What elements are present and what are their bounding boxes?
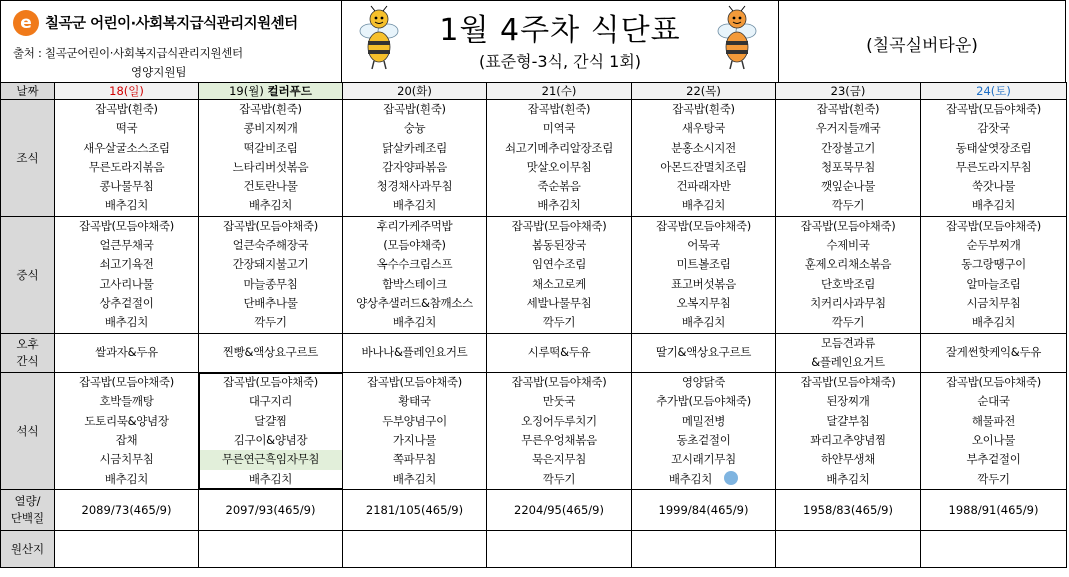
- date-label: 18(일): [109, 84, 144, 98]
- dinner-cell: [776, 373, 921, 490]
- row-label-breakfast: 조식: [1, 100, 55, 217]
- menu-item: 아몬드잔멸치조림: [660, 159, 747, 174]
- origin-cell: [343, 530, 487, 567]
- menu-table: [0, 82, 1067, 568]
- menu-item: 배추김치: [632, 470, 775, 489]
- menu-item: 쇠고기메추리알장조림: [504, 140, 614, 155]
- snack-cell: [55, 333, 199, 373]
- breakfast-cell: [632, 100, 776, 217]
- menu-item: 감잣국: [977, 121, 1010, 136]
- menu-item: 마늘종무침: [243, 276, 298, 291]
- breakfast-cell: [487, 100, 632, 217]
- menu-item: 콩비지찌개: [243, 121, 298, 136]
- menu-item: 달걀부침: [826, 413, 870, 428]
- date-cell: [487, 83, 632, 100]
- menu-item: 단호박조림: [820, 276, 876, 291]
- menu-item: 잡채: [115, 433, 138, 448]
- menu-item: 쌀과자&두유: [95, 345, 158, 360]
- date-label: 24(토): [976, 84, 1011, 98]
- menu-item: 잡곡밥(모듬야채죽): [800, 375, 896, 390]
- menu-item: 양상추샐러드&참깨소스: [356, 295, 473, 310]
- menu-item: 동그랑땡구이: [961, 257, 1026, 272]
- org-name: 칠곡군 어린이·사회복지급식관리지원센터: [45, 16, 298, 32]
- menu-item: 배추김치: [104, 198, 149, 213]
- menu-item: 잡곡밥(모듬야채죽): [800, 218, 896, 233]
- snack-row: [1, 333, 1067, 373]
- menu-item: 잘게썬핫케익&두유: [945, 345, 1042, 360]
- menu-item: 세발나물무침: [526, 295, 592, 310]
- date-cell: [343, 83, 487, 100]
- menu-item: 만둣국: [542, 394, 576, 409]
- menu-item: 새우살굴소스조림: [83, 140, 170, 155]
- lunch-cell: [776, 216, 921, 333]
- menu-item: 해물파전: [971, 413, 1016, 428]
- row-label-dinner: 석식: [1, 373, 55, 490]
- nutrition-cell: 2181/105(465/9): [343, 489, 487, 530]
- origin-cell: [55, 530, 199, 567]
- menu-item: 호박들깨탕: [99, 394, 154, 409]
- origin-cell: [487, 530, 632, 567]
- menu-item: 잡곡밥(모듬야채죽): [223, 218, 318, 233]
- menu-item: 잡곡밥(흰죽): [527, 102, 591, 116]
- date-cell: [921, 83, 1067, 100]
- origin-cell: [199, 530, 343, 567]
- menu-item: 무른연근흑임자무침: [199, 450, 342, 469]
- snack-cell: [487, 333, 632, 373]
- source-team: 영양지원팀: [131, 65, 187, 79]
- origin-row: [1, 530, 1067, 567]
- colorfood-tag: 컬러푸드: [267, 84, 312, 98]
- menu-item: 쇠고기육전: [99, 257, 154, 272]
- dinner-cell: [55, 373, 199, 490]
- nutrition-cell: 2089/73(465/9): [55, 489, 199, 530]
- dinner-cell: [487, 373, 632, 490]
- menu-item: 무른도라지무침: [955, 159, 1032, 174]
- nutrition-cell: 2097/93(465/9): [199, 489, 343, 530]
- menu-item: 잡곡밥(흰죽): [816, 102, 880, 116]
- logo-icon: e: [13, 10, 39, 36]
- row-label-nutrition: 열량/ 단백질: [1, 489, 55, 530]
- menu-item: 시금치무침: [966, 295, 1021, 310]
- menu-item: 순대국: [977, 394, 1010, 409]
- date-label: 23(금): [830, 84, 866, 98]
- menu-item: 동초겉절이: [676, 433, 731, 448]
- menu-item: 시루떡&두유: [527, 345, 591, 360]
- menu-item: 콩나물무침: [99, 179, 154, 194]
- bee-mascot-icon: [714, 5, 760, 71]
- menu-item: 쑥갓나물: [971, 179, 1016, 194]
- breakfast-cell: [55, 100, 199, 217]
- menu-item: 고사리나물: [99, 276, 154, 291]
- menu-item: 배추김치: [971, 315, 1016, 330]
- menu-item: 깍두기: [831, 315, 865, 330]
- menu-item: &플레인요거트: [811, 354, 885, 369]
- menu-item: 깍두기: [254, 315, 287, 330]
- dinner-row: [1, 373, 1067, 490]
- menu-item: 알마늘조림: [966, 276, 1021, 291]
- menu-item: 채소고로케: [531, 276, 587, 291]
- menu-item: 순두부찌개: [966, 238, 1021, 253]
- smiley-icon: [724, 471, 738, 485]
- menu-item: 떡국: [115, 121, 138, 136]
- menu-item: 배추김치: [971, 198, 1016, 213]
- menu-item: 쪽파무침: [392, 452, 437, 467]
- title-box: [342, 1, 779, 83]
- menu-item: 분홍소시지전: [671, 140, 736, 155]
- menu-item: 옥수수크림스프: [376, 257, 453, 272]
- menu-item: 된장찌개: [826, 394, 870, 409]
- page-subtitle: (표준형-3식, 간식 1회): [478, 52, 642, 71]
- menu-item: 모듬견과류: [820, 335, 876, 350]
- menu-item: 미트볼조림: [676, 257, 731, 272]
- menu-item: 무른도라지볶음: [88, 159, 165, 174]
- place-box: [779, 1, 1065, 83]
- dinner-cell: [199, 373, 343, 490]
- dinner-cell: [343, 373, 487, 490]
- menu-item: 청포묵무침: [820, 159, 876, 174]
- menu-item: 떡갈비조림: [243, 140, 298, 155]
- menu-item: 잡곡밥(흰죽): [672, 102, 735, 116]
- origin-cell: [776, 530, 921, 567]
- breakfast-row: [1, 100, 1067, 217]
- menu-item: 잡곡밥(흰죽): [383, 102, 446, 116]
- menu-item: 임연수조림: [531, 257, 587, 272]
- menu-item: 배추김치: [826, 471, 870, 486]
- date-label: 21(수): [541, 84, 577, 98]
- menu-item: 오이나물: [971, 433, 1016, 448]
- menu-item: 닭살카레조림: [382, 140, 447, 155]
- menu-item: 단배추나물: [243, 295, 298, 310]
- menu-item: 잡곡밥(모듬야채죽): [511, 218, 607, 233]
- menu-item: 봄동된장국: [531, 238, 587, 253]
- menu-item: 영양닭죽: [681, 375, 726, 390]
- origin-cell: [921, 530, 1067, 567]
- snack-cell: [343, 333, 487, 373]
- menu-item: 깍두기: [542, 315, 576, 330]
- snack-cell: [921, 333, 1067, 373]
- menu-item: 묵은지무침: [531, 452, 587, 467]
- menu-item: 무른우엉채볶음: [521, 433, 597, 448]
- menu-item: 메밀전병: [681, 413, 726, 428]
- menu-item: 배추김치: [392, 315, 437, 330]
- menu-item: 부추겉절이: [966, 452, 1021, 467]
- menu-item: 배추김치: [681, 198, 726, 213]
- menu-item: 우거지들깨국: [815, 121, 881, 136]
- dinner-cell: [632, 373, 776, 490]
- menu-item: 황태국: [398, 394, 431, 409]
- menu-item: 꽈리고추양념찜: [810, 433, 886, 448]
- date-label: 20(화): [397, 84, 432, 98]
- page-title: 1월 4주차 식단표: [439, 13, 681, 48]
- menu-item: 잡곡밥(모듬야채죽): [656, 218, 751, 233]
- menu-item: 하얀무생채: [820, 452, 876, 467]
- nutrition-cell: 1999/84(465/9): [632, 489, 776, 530]
- breakfast-cell: [921, 100, 1067, 217]
- date-label: 22(목): [686, 84, 721, 98]
- menu-item: 배추김치: [392, 471, 437, 486]
- menu-item: 찐빵&액상요구르트: [222, 345, 319, 360]
- date-cell: [199, 83, 343, 100]
- breakfast-cell: [343, 100, 487, 217]
- menu-item: 훈제오리채소볶음: [804, 257, 892, 272]
- menu-item: 얼큰무채국: [99, 238, 154, 253]
- menu-item: 잡곡밥(모듬야채죽): [946, 375, 1041, 390]
- snack-cell: [776, 333, 921, 373]
- menu-item: 깍두기: [977, 471, 1010, 486]
- org-box: [1, 1, 342, 83]
- menu-item: 두부양념구이: [382, 413, 447, 428]
- menu-item: 간장불고기: [820, 140, 876, 155]
- row-label-date: 날짜: [1, 83, 55, 100]
- menu-item: 배추김치: [248, 471, 293, 486]
- breakfast-cell: [199, 100, 343, 217]
- menu-item: 잡곡밥(모듬야채죽): [79, 375, 174, 390]
- menu-item: 바나나&플레인요거트: [361, 345, 468, 360]
- menu-item: 수제비국: [826, 238, 870, 253]
- date-cell: [632, 83, 776, 100]
- menu-item: 잡곡밥(모듬야채죽): [511, 375, 607, 390]
- date-cell: [776, 83, 921, 100]
- nutrition-cell: 2204/95(465/9): [487, 489, 632, 530]
- menu-item: 깻잎순나물: [820, 179, 876, 194]
- menu-item: 새우탕국: [681, 121, 726, 136]
- origin-cell: [632, 530, 776, 567]
- menu-item: 깍두기: [542, 471, 576, 486]
- row-label-lunch: 중식: [1, 216, 55, 333]
- lunch-cell: [921, 216, 1067, 333]
- menu-item: 표고버섯볶음: [671, 276, 736, 291]
- menu-item: 깍두기: [831, 198, 865, 213]
- menu-item: 오복지무침: [676, 295, 731, 310]
- menu-item: 배추김치: [392, 198, 437, 213]
- menu-item: 상추겉절이: [99, 295, 154, 310]
- snack-cell: [199, 333, 343, 373]
- menu-item: 동태살엿장조림: [955, 140, 1032, 155]
- menu-item: 오징어두루치기: [521, 413, 597, 428]
- menu-item: 잡곡밥(모듬야채죽): [946, 218, 1041, 233]
- facility-name: (칠곡실버타운): [866, 36, 978, 56]
- menu-item: 잡곡밥(흰죽): [239, 102, 302, 116]
- menu-item: 시금치무침: [99, 452, 154, 467]
- menu-item: 잡곡밥(모듬야채죽): [946, 102, 1041, 116]
- menu-item: 건파래자반: [676, 179, 731, 194]
- nutrition-row: [1, 489, 1067, 530]
- menu-item: 후리가케주먹밥: [376, 218, 453, 233]
- menu-item: (모듬야채죽): [383, 238, 446, 253]
- menu-item: 얼큰숙주해장국: [232, 238, 309, 253]
- menu-item: 청경채사과무침: [376, 179, 453, 194]
- row-label-origin: 원산지: [1, 530, 55, 567]
- menu-item: 딸기&액상요구르트: [655, 345, 752, 360]
- nutrition-cell: 1988/91(465/9): [921, 489, 1067, 530]
- menu-item: 배추김치: [537, 198, 581, 213]
- lunch-cell: [343, 216, 487, 333]
- menu-item: 미역국: [542, 121, 576, 136]
- lunch-cell: [632, 216, 776, 333]
- menu-item: 어묵국: [687, 238, 720, 253]
- menu-item: 죽순볶음: [537, 179, 581, 194]
- lunch-cell: [487, 216, 632, 333]
- menu-item: 잡곡밥(모듬야채죽): [367, 375, 462, 390]
- header: [0, 0, 1066, 82]
- date-row: [1, 83, 1067, 100]
- menu-item: 맛살오이무침: [526, 159, 592, 174]
- menu-item: 건토란나물: [243, 179, 298, 194]
- menu-item: 달걀찜: [254, 413, 287, 428]
- menu-item: 꼬시래기무침: [671, 452, 736, 467]
- menu-item: 배추김치: [104, 471, 149, 486]
- dinner-cell: [921, 373, 1067, 490]
- menu-item: 치커리사과무침: [810, 295, 886, 310]
- menu-item: 함박스테이크: [382, 276, 447, 291]
- nutrition-cell: 1958/83(465/9): [776, 489, 921, 530]
- source-text: 출처 : 칠곡군어린이·사회복지급식관리지원센터: [13, 46, 243, 60]
- menu-item: 잡곡밥(모듬야채죽): [79, 218, 174, 233]
- menu-item: 가지나물: [392, 433, 437, 448]
- menu-item: 간장돼지불고기: [232, 257, 309, 272]
- menu-item: 추가밥(모듬야채죽): [656, 394, 751, 409]
- menu-item: 도토리묵&양념장: [84, 413, 169, 428]
- menu-item: 배추김치: [248, 198, 293, 213]
- breakfast-cell: [776, 100, 921, 217]
- lunch-cell: [55, 216, 199, 333]
- row-label-snack: 오후 간식: [1, 333, 55, 373]
- menu-item: 감자양파볶음: [382, 159, 447, 174]
- menu-item: 대구지리: [248, 394, 293, 409]
- menu-item: 숭늉: [403, 121, 426, 136]
- date-cell: [55, 83, 199, 100]
- menu-item: 느타리버섯볶음: [232, 159, 309, 174]
- menu-item: 잡곡밥(모듬야채죽): [223, 375, 318, 390]
- snack-cell: [632, 333, 776, 373]
- lunch-row: [1, 216, 1067, 333]
- menu-item: 배추김치: [104, 315, 149, 330]
- date-label: 19(월): [229, 84, 264, 98]
- menu-item: 배추김치: [681, 315, 726, 330]
- menu-item: 김구이&양념장: [233, 433, 308, 448]
- menu-item: 잡곡밥(흰죽): [95, 102, 158, 116]
- lunch-cell: [199, 216, 343, 333]
